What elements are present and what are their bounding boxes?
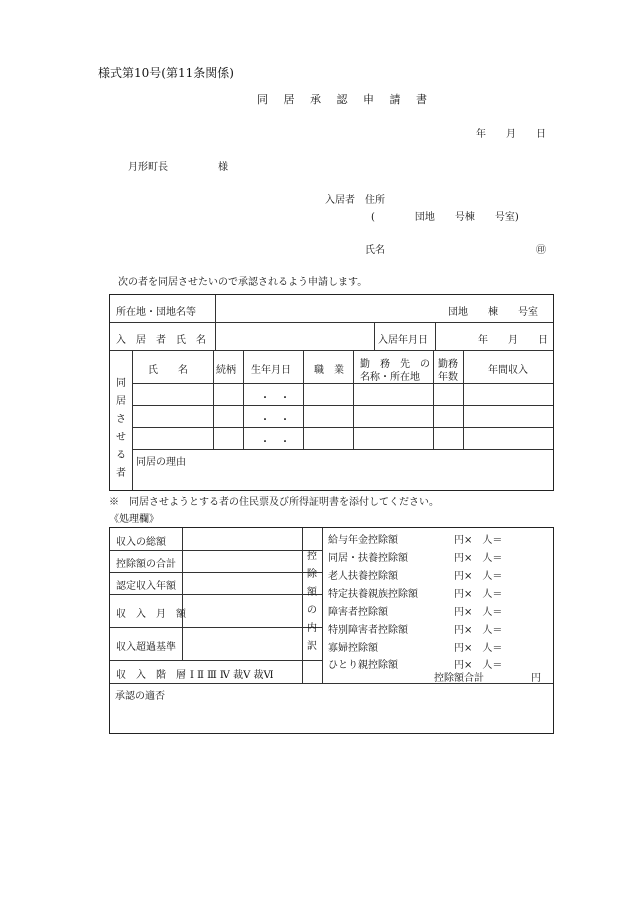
name-label: 氏名 [365,245,385,256]
deduction-item: 特定扶養親族控除額 [328,589,418,600]
move-in-value: 年 月 日 [478,335,548,346]
deduction-value: 円× 人＝ [454,643,503,654]
addressee: 月形町長 [128,162,168,173]
income-rank-values: Ⅰ Ⅱ Ⅲ Ⅳ 裁Ⅴ 裁Ⅵ [190,670,274,681]
processing-row-label: 認定収入年額 [116,581,176,592]
resident-name-label: 入 居 者 氏 名 [116,335,206,346]
deduction-value: 円× 人＝ [454,553,503,564]
resident-label: 入居者 [325,195,355,206]
processing-row-label: 収入超過基準 [116,642,176,653]
processing-section-label: 《処理欄》 [109,514,159,525]
deduction-total-unit: 円 [531,673,541,684]
deduction-item: 障害者控除額 [328,607,388,618]
deduction-item: 同居・扶養控除額 [328,553,408,564]
deduction-item: ひとり親控除額 [328,660,398,671]
deduction-item: 特別障害者控除額 [328,625,408,636]
address-line: ( 団地 号棟 号室) [371,212,519,223]
approval-label: 承認の適否 [115,691,165,702]
processing-table [109,527,554,734]
col-income: 年間収入 [488,365,528,376]
deduction-value: 円× 人＝ [454,571,503,582]
income-rank-label: 収 入 階 層 [116,670,186,681]
birth-dots: ・ ・ [260,415,290,426]
form-number: 様式第10号(第11条関係) [98,66,234,80]
processing-row-label: 収入の総額 [116,537,166,548]
date-field: 年 月 日 [476,129,546,140]
addressee-suffix: 様 [218,162,228,173]
move-in-label: 入居年月日 [378,335,428,346]
birth-dots: ・ ・ [260,393,290,404]
document-title: 同 居 承 認 申 請 書 [257,93,433,106]
deduction-value: 円× 人＝ [454,535,503,546]
deduction-item: 寡婦控除額 [328,643,378,654]
deduction-value: 円× 人＝ [454,607,503,618]
request-text: 次の者を同居させたいので承認されるよう申請します。 [118,277,368,288]
seal-mark: ㊞ [536,245,546,256]
col-relation: 続柄 [216,365,236,376]
processing-row-label: 控除額の合計 [116,559,176,570]
deduction-item: 給与年金控除額 [328,535,398,546]
deduction-value: 円× 人＝ [454,660,503,671]
deduction-item: 老人扶養控除額 [328,571,398,582]
col-years-2: 年数 [438,372,458,383]
col-name: 氏 名 [148,365,188,376]
attachment-note: ※ 同居させようとする者の住民票及び所得証明書を添付してください。 [109,497,439,508]
col-workplace-1: 勤 務 先 の [360,359,430,370]
processing-row-label: 収 入 月 額 [116,609,186,620]
deduction-value: 円× 人＝ [454,625,503,636]
address-label: 住所 [365,195,385,206]
deduction-breakdown-label: 控除額の内訳 [307,551,317,652]
col-job: 職 業 [314,365,344,376]
location-suffix: 団地 棟 号室 [448,307,538,318]
applicant-table [109,294,554,491]
deduction-total-label: 控除額合計 [434,673,484,684]
col-workplace-2: 名称・所在地 [360,372,420,383]
deduction-value: 円× 人＝ [454,589,503,600]
birth-dots: ・ ・ [260,437,290,448]
col-years-1: 勤務 [438,359,458,370]
cohabitant-side-label: 同居させる者 [116,378,126,479]
reason-label: 同居の理由 [136,457,186,468]
location-label: 所在地・団地名等 [116,307,196,318]
col-birth: 生年月日 [251,365,291,376]
